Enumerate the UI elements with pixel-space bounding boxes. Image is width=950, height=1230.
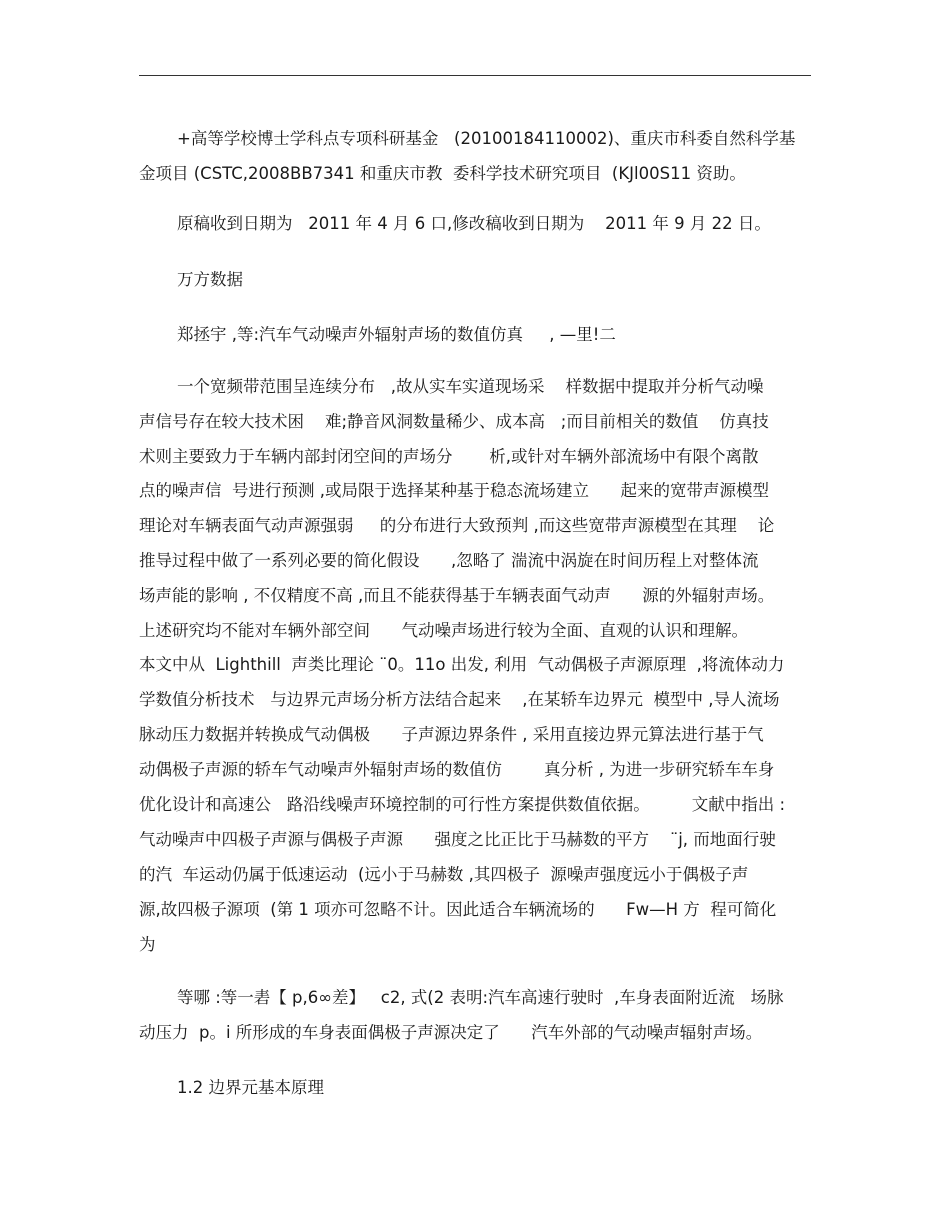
body-line: 优化设计和高速公 路沿线噪声环境控制的可行性方案提供数值依据。 文献中指出 : — [139, 795, 785, 814]
body-line: 脉动压力数据并转换成气动偶极 子声源边界条件 , 采用直接边界元算法进行基于气 — [139, 725, 764, 744]
section-heading: 1.2 边界元基本原理 — [177, 1078, 324, 1097]
body-line: 学数值分析技术 与边界元声场分析方法结合起来 ,在某轿车边界元 模型中 ,导人流场 — [139, 690, 780, 709]
body-line: 理论对车辆表面气动声源强弱 的分布进行大致预判 ,而这些宽带声源模型在其理 论 — [139, 516, 775, 535]
body-line: 声信号存在较大技术困 难;静音风洞数量稀少、成本高 ;而目前相关的数值 仿真技 — [139, 412, 769, 431]
body-line: 场声能的影响 , 不仅精度不高 ,而且不能获得基于车辆表面气动声 源的外辐射声场。 — [139, 586, 775, 605]
received-date-note: 原稿收到日期为 2011 年 4 月 6 口,修改稿收到日期为 2011 年 9 月 22 日。 — [177, 214, 771, 233]
body-line: 为 — [139, 935, 156, 954]
body-line: 一个宽频带范围呈连续分布 ,故从实车实道现场采 样数据中提取并分析气动噪 — [177, 377, 764, 396]
body-line: 点的噪声信 号进行预测 ,或局限于选择某种基于稳态流场建立 起来的宽带声源模型 — [139, 481, 769, 500]
equation-line: 动压力 p。i 所形成的车身表面偶极子声源决定了 汽车外部的气动噪声辐射声场。 — [139, 1023, 763, 1042]
body-line: 源,故四极子源项 (第 1 项亦可忽略不计。因此适合车辆流场的 Fw—H 方 程可简化 — [139, 900, 777, 919]
running-header: 郑拯宇 ,等:汽车气动噪声外辐射声场的数值仿真 , —里!二 — [177, 325, 616, 344]
equation-line: 等哪 :等一砉【 p,6∞差】 c2, 式(2 表明:汽车高速行驶时 ,车身表面附近流 场脉 — [177, 988, 784, 1007]
funding-line-2: 金项目 (CSTC,2008BB7341 和重庆市教 委科学技术研究项目 (KJl00S11 资助。 — [139, 164, 746, 183]
body-line: 推导过程中做了一系列必要的简化假设 ,忽略了 湍流中涡旋在时间历程上对整体流 — [139, 551, 759, 570]
watermark-text: 万方数据 — [177, 270, 243, 289]
funding-line-1: +高等学校博士学科点专项科研基金 (20100184110002)、重庆市科委自然科学基 — [177, 129, 796, 148]
top-rule — [139, 75, 811, 76]
body-line: 上述研究均不能对车辆外部空间 气动噪声场进行较为全面、直观的认识和理解。 — [139, 621, 748, 640]
body-line: 术则主要致力于车辆内部封闭空间的声场分 析,或针对车辆外部流场中有限个离散 — [139, 447, 759, 466]
body-line: 本文中从 Lighthill 声类比理论 ¨0。11o 出发, 利用 气动偶极子声源原理 ,将流体动力 — [139, 655, 785, 674]
body-line: 动偶极子声源的轿车气动噪声外辐射声场的数值仿 真分析 , 为进一步研究轿车车身 — [139, 760, 775, 779]
body-line: 的汽 车运动仍属于低速运动 (远小于马赫数 ,其四极子 源噪声强度远小于偶极子声 — [139, 865, 749, 884]
body-line: 气动噪声中四极子声源与偶极子声源 强度之比正比于马赫数的平方 ¨j, 而地面行驶 — [139, 830, 776, 849]
